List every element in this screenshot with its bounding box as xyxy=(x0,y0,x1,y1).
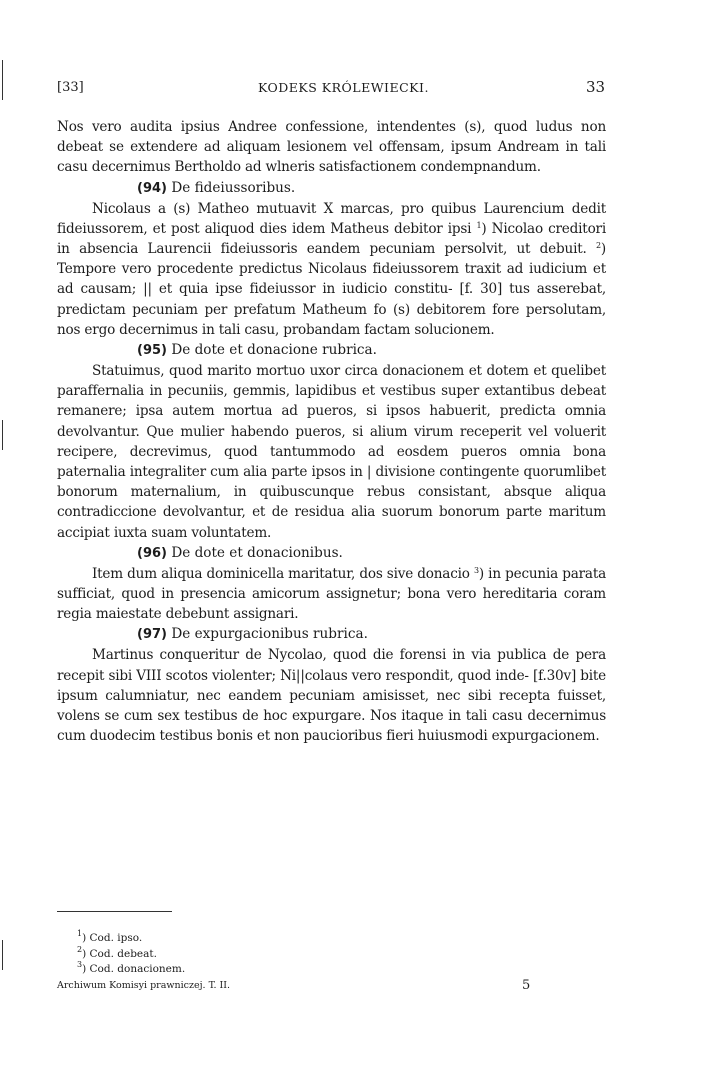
section-95-text: Statuimus, quod marito mortuo uxor circa donacionem et dotem et quelibet paraffernalia in pecuniis, gemmis, lapidibus et vestibus super extantibus debeat remanere; ipsa autem mortua ad pueros, si ipsos habuerit, predicta omnia devolvantur. Que mulier habendo pueros, si alium virum receperit vel voluerit recipere, decrevimus, quod tantummodo ad eosdem pueros omnia bona paternalia integraliter cum alia parte ipsos in | divisione contingente quorumlibet bonorum maternalium, in quibuscunque rebus consistant, absque aliqua contradiccione devolvantur, et de residua alia suorum bonorum parte maritum accipiat iuxta suam voluntatem. xyxy=(57,363,606,541)
printer-signature: Archiwum Komisyi prawniczej. T. II. xyxy=(57,980,231,991)
section-heading-94 xyxy=(57,178,606,199)
intro-paragraph: Nos vero audita ipsius Andree confessione, intendentes (s), quod ludus non debeat se extendere ad aliquam lesionem vel offensam, ipsum Andream in tali casu decernimus Bertholdo ad wlneris satisfactionem condempnandum. xyxy=(57,119,606,176)
footnote-ref: 2 xyxy=(596,241,601,251)
text-span: ) in pecunia parata sufficiat, quod in presencia amicorum assignetur; bona vero hereditaria coram regia maiestate debebunt assignari. xyxy=(57,565,606,623)
section-heading-96 xyxy=(57,543,606,564)
section-title: De expurgacionibus rubrica. xyxy=(171,626,368,643)
footnote-mark: 2 xyxy=(77,944,83,954)
footnote-ref: 1 xyxy=(476,220,482,230)
running-title: KODEKS KRÓLEWIECKI. xyxy=(258,80,429,95)
section-number: (95) xyxy=(137,343,167,359)
section-96-text xyxy=(57,564,606,625)
section-title: De dote et donacione rubrica. xyxy=(171,342,377,359)
section-97-text: Martinus conqueritur de Nycolao, quod die forensi in via publica de pera recepit sibi VIII scotos violenter; Ni||colaus vero respondit, quod inde- [f.30v] bite ipsum calumniatur, nec eandem pecuniam amisisset, nec sibi recepta fuisset, volens se cum sex testibus de hoc expurgare. Nos itaque in tali casu decernimus cum duodecim testibus bonis et non paucioribus fieri huiusmodi expurgacionem. xyxy=(57,647,606,745)
footnote-text: ) Cod. donacionem. xyxy=(82,963,186,975)
sheet-number: 5 xyxy=(522,978,531,993)
footnote-text: ) Cod. debeat. xyxy=(82,947,157,960)
footnote-mark: 3 xyxy=(77,960,83,969)
section-heading-97 xyxy=(57,624,606,645)
footnote-ref: 3 xyxy=(473,565,479,575)
footnote xyxy=(77,944,185,963)
section-number: (97) xyxy=(137,627,167,643)
section-94-text xyxy=(57,199,606,340)
scan-edge-mark xyxy=(2,940,3,970)
section-heading-95 xyxy=(57,340,606,361)
footnotes xyxy=(77,931,185,978)
footnote-separator xyxy=(57,911,172,912)
page-body xyxy=(57,117,606,746)
scan-edge-mark xyxy=(2,60,3,100)
text-span: ) Tempore vero procedente predictus Nicolaus fideiussorem traxit ad iudicium et ad causam; || et quia ipse fideiussor in iudicio constitu- [f. 30] tus asserebat, predictam pecuniam per prefatum Matheum fo (s) debitorem fore persolutam, nos ergo decernimus in tali casu, probandam factam solucionem. xyxy=(57,241,606,338)
text-span: Nicolaus a (s) Matheo mutuavit X marcas, pro quibus Laurencium dedit fideiussorem, et post aliquod dies idem Matheus debitor ipsi xyxy=(57,200,606,237)
scan-edge-mark xyxy=(2,420,3,450)
footnote-mark: 1 xyxy=(77,929,83,938)
text-span: ) Nicolao creditori in absencia Laurencii fideiussoris eandem pecuniam persolvit, ut debuit. xyxy=(57,220,606,258)
footnote-text: ) Cod. ipso. xyxy=(82,932,143,944)
section-title: De dote et donacionibus. xyxy=(171,544,343,561)
footnote xyxy=(77,931,185,947)
section-number: (96) xyxy=(137,545,167,561)
header-original-page-number: [33] xyxy=(57,80,84,95)
text-span: Item dum aliqua dominicella maritatur, dos sive donacio xyxy=(92,565,470,582)
footnote xyxy=(77,962,185,978)
section-title: De fideiussoribus. xyxy=(171,179,296,196)
header-page-number: 33 xyxy=(586,78,606,96)
section-number: (94) xyxy=(137,180,167,196)
